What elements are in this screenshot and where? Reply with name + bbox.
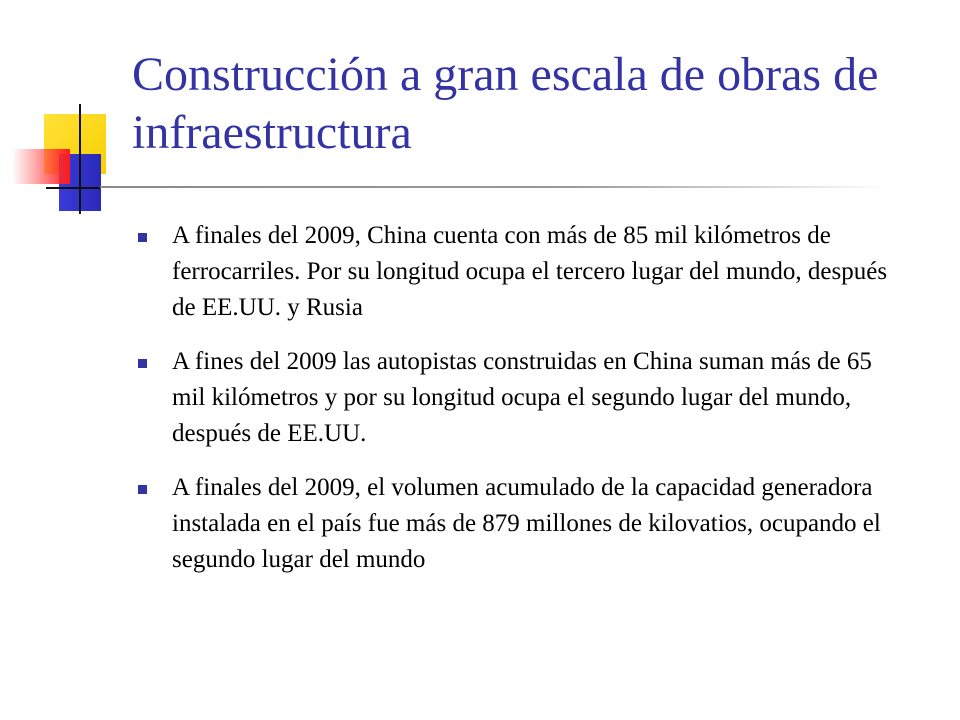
red-gradient-shape [12,149,70,184]
slide-title: Construcción a gran escala de obras de infraestructura [132,48,879,159]
title-underline [100,186,890,188]
square-bullet-icon [138,485,147,494]
square-bullet-icon [138,359,147,368]
bullet-text: A finales del 2009, China cuenta con más de 85 mil kilómetros de ferrocarriles. Por su longitud ocupa el tercero lugar del mundo, después de EE.UU. y Rusia [172,222,888,321]
bullet-list [134,218,894,596]
horizontal-line-shape [46,187,100,189]
square-bullet-icon [138,233,147,242]
bullet-item [134,344,894,452]
bullet-item [134,218,894,326]
bullet-text: A fines del 2009 las autopistas construidas en China suman más de 65 mil kilómetros y por su longitud ocupa el segundo lugar del mundo, después de EE.UU. [172,348,872,447]
bullet-text: A finales del 2009, el volumen acumulado de la capacidad generadora instalada en el país fue más de 879 millones de kilovatios, ocupando el segundo lugar del mundo [172,474,881,573]
bullet-item [134,470,894,578]
vertical-line-shape [79,104,81,214]
